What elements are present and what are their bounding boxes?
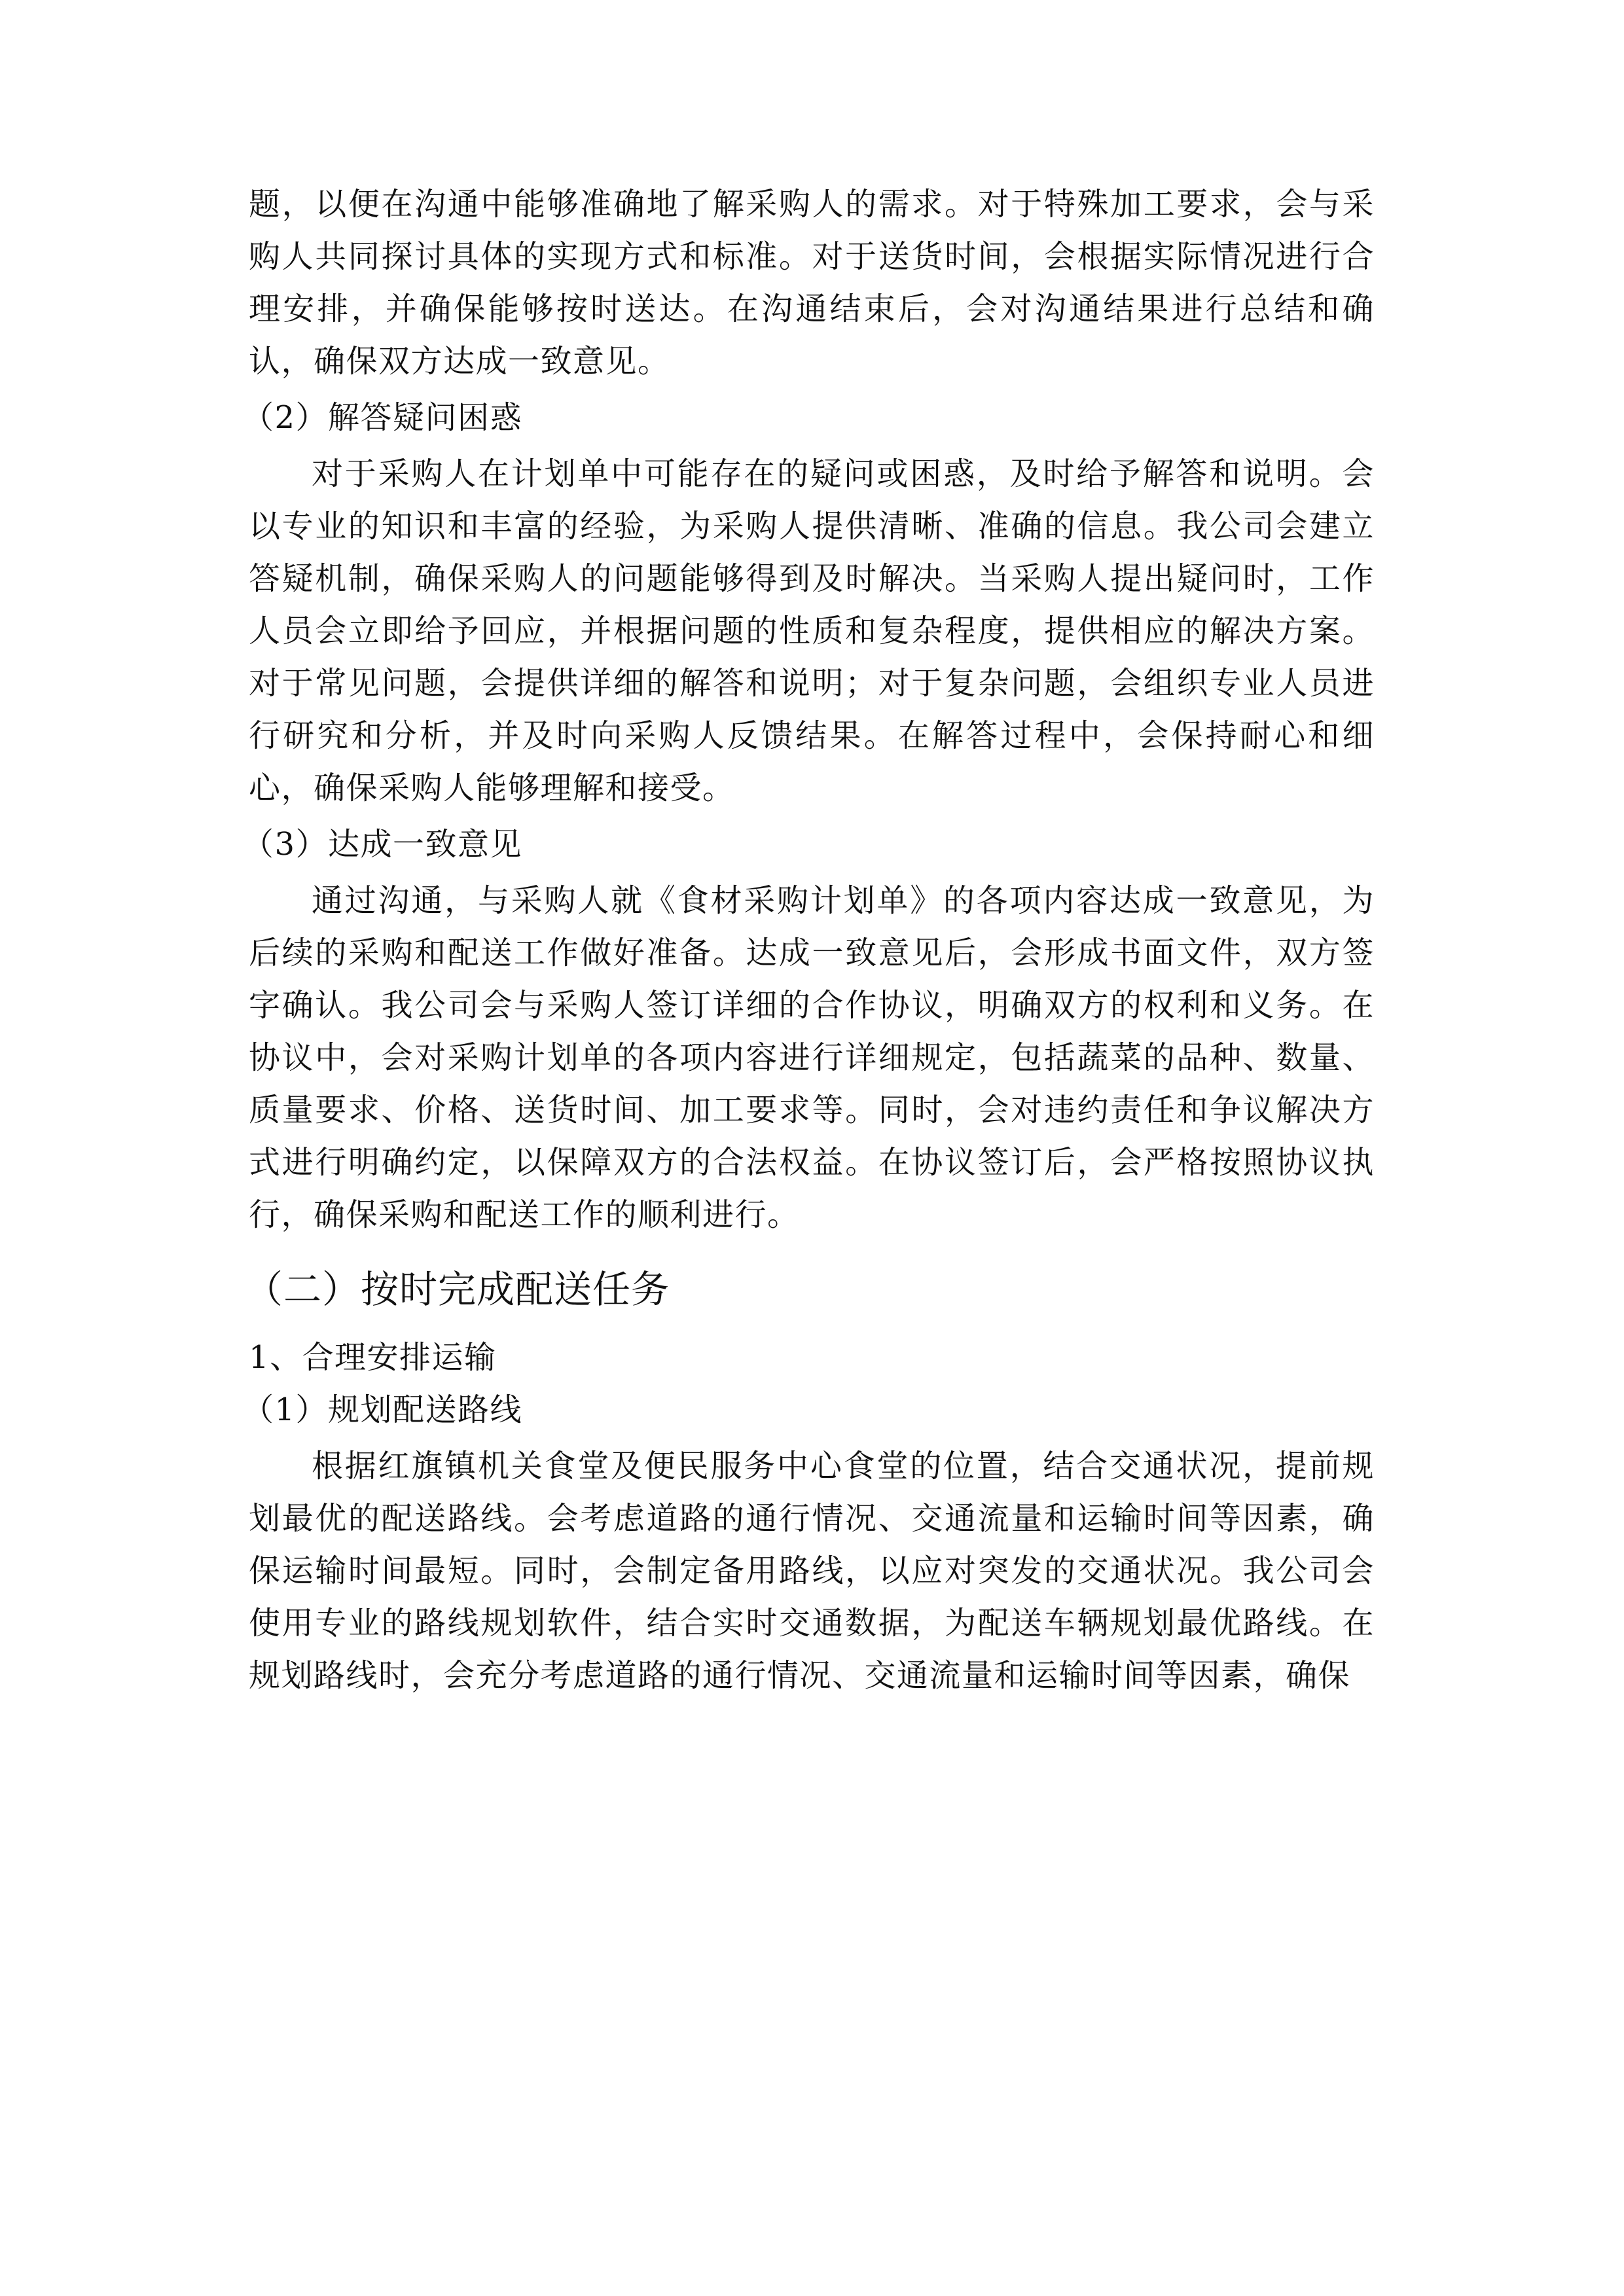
subheading-reach-agreement: （3）达成一致意见 xyxy=(242,826,523,863)
paragraph-answer-questions: 对于采购人在计划单中可能存在的疑问或困惑，及时给予解答和说明。会以专业的知识和丰富的经验，为采购人提供清晰、准确的信息。我公司会建立答疑机制，确保采购人的问题能够得到及时解决。当采购人提出疑问时，工作人员会立即给予回应，并根据问题的性质和复杂程度，提供相应的解决方案。对于常见问题，会提供详细的解答和说明；对于复杂问题，会组织专业人员进行研究和分析，并及时向采购人反馈结果。在解答过程中，会保持耐心和细心，确保采购人能够理解和接受。 xyxy=(249,456,1375,806)
subheading-plan-route: （1）规划配送路线 xyxy=(242,1391,523,1428)
paragraph-plan-route: 根据红旗镇机关食堂及便民服务中心食堂的位置，结合交通状况，提前规划最优的配送路线。会考虑道路的通行情况、交通流量和运输时间等因素，确保运输时间最短。同时，会制定备用路线，以应对突发的交通状况。我公司会使用专业的路线规划软件，结合实时交通数据，为配送车辆规划最优路线。在规划路线时，会充分考虑道路的通行情况、交通流量和运输时间等因素，确保 xyxy=(249,1448,1375,1694)
heading-arrange-transport: 1、合理安排运输 xyxy=(249,1339,497,1376)
section-heading-delivery: （二）按时完成配送任务 xyxy=(245,1267,670,1312)
subheading-answer-questions: （2）解答疑问困惑 xyxy=(242,399,523,436)
document-body xyxy=(242,178,1375,1706)
paragraph-continuation: 题，以便在沟通中能够准确地了解采购人的需求。对于特殊加工要求，会与采购人共同探讨具体的实现方式和标准。对于送货时间，会根据实际情况进行合理安排，并确保能够按时送达。在沟通结束后，会对沟通结果进行总结和确认，确保双方达成一致意见。 xyxy=(249,186,1375,380)
paragraph-reach-agreement: 通过沟通，与采购人就《食材采购计划单》的各项内容达成一致意见，为后续的采购和配送工作做好准备。达成一致意见后，会形成书面文件，双方签字确认。我公司会与采购人签订详细的合作协议，明确双方的权利和义务。在协议中，会对采购计划单的各项内容进行详细规定，包括蔬菜的品种、数量、质量要求、价格、送货时间、加工要求等。同时，会对违约责任和争议解决方式进行明确约定，以保障双方的合法权益。在协议签订后，会严格按照协议执行，确保采购和配送工作的顺利进行。 xyxy=(249,882,1375,1233)
